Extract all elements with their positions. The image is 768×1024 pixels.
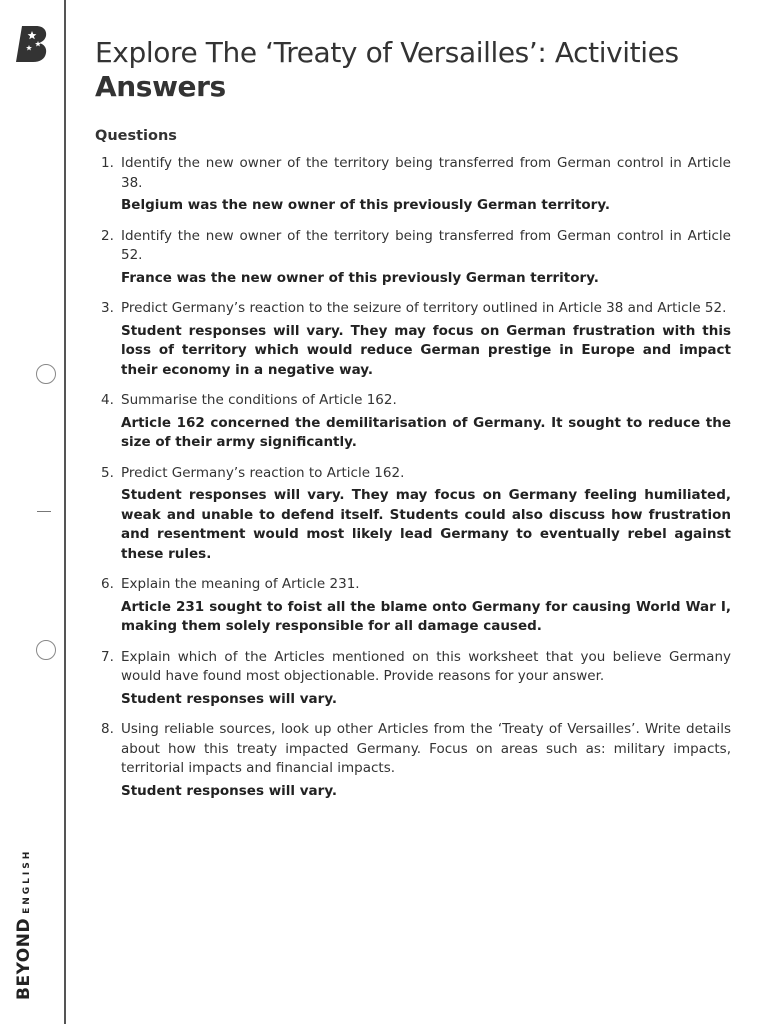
beyond-b-logo-icon bbox=[16, 24, 50, 64]
question-list bbox=[95, 154, 731, 801]
question-text: Identify the new owner of the territory being transferred from German control in Article 38. bbox=[121, 155, 731, 191]
question-text: Explain which of the Articles mentioned on this worksheet that you believe Germany would have found most objectionable. Provide reasons for your answer. bbox=[121, 648, 731, 684]
brand-wordmark bbox=[14, 849, 34, 1000]
answer-text: Student responses will vary. They may focus on German frustration with this loss of territory which would reduce German prestige in Europe and impact their economy in a negative way. bbox=[121, 322, 731, 378]
question-item bbox=[95, 464, 731, 565]
question-number: 4. bbox=[101, 392, 114, 408]
question-text: Summarise the conditions of Article 162. bbox=[121, 392, 397, 408]
question-number: 2. bbox=[101, 227, 114, 244]
answer-text: Article 162 concerned the demilitarisation of Germany. It sought to reduce the size of their army significantly. bbox=[121, 414, 731, 450]
question-number: 3. bbox=[101, 300, 114, 316]
question-item bbox=[95, 227, 731, 289]
question-number: 1. bbox=[101, 155, 114, 171]
question-text: Predict Germany’s reaction to the seizure of territory outlined in Article 38 and Article 52. bbox=[121, 300, 727, 316]
binder-hole bbox=[36, 364, 56, 384]
question-text: Identify the new owner of the territory being transferred from German control in Article 52. bbox=[121, 227, 731, 263]
question-number: 5. bbox=[101, 464, 114, 481]
answer-text: Student responses will vary. bbox=[121, 782, 338, 799]
question-item bbox=[95, 391, 731, 453]
question-item bbox=[95, 575, 731, 637]
brand-name-sub: ENGLISH bbox=[22, 848, 32, 914]
question-number: 7. bbox=[101, 648, 114, 665]
question-text: Explain the meaning of Article 231. bbox=[121, 576, 360, 592]
question-number: 6. bbox=[101, 576, 114, 592]
question-text: Predict Germany’s reaction to Article 162. bbox=[121, 464, 405, 481]
question-item bbox=[95, 648, 731, 710]
question-item bbox=[95, 154, 731, 216]
question-text: Using reliable sources, look up other Articles from the ‘Treaty of Versailles’. Write details about how this treaty impacted Germany. Focus on areas such as: military impacts, territorial impacts and financial impacts. bbox=[121, 721, 731, 776]
answer-text: Student responses will vary. bbox=[121, 690, 338, 707]
question-number: 8. bbox=[101, 721, 114, 737]
margin-line bbox=[64, 0, 66, 1024]
answer-text: France was the new owner of this previously German territory. bbox=[121, 269, 599, 286]
answer-text: Belgium was the new owner of this previously German territory. bbox=[121, 197, 611, 213]
answer-text: Article 231 sought to foist all the blame onto Germany for causing World War I, making them solely responsible for all damage caused. bbox=[121, 598, 731, 634]
page-title: Explore The ‘Treaty of Versailles’: Activities bbox=[95, 36, 679, 69]
page-subtitle: Answers bbox=[95, 70, 226, 103]
section-heading: Questions bbox=[95, 128, 177, 144]
brand-name-main: BEYOND bbox=[14, 917, 34, 1000]
binder-hole bbox=[36, 640, 56, 660]
question-item bbox=[95, 720, 731, 801]
question-item bbox=[95, 299, 731, 380]
worksheet-content bbox=[95, 36, 731, 812]
fold-mark bbox=[37, 511, 51, 512]
answer-text: Student responses will vary. They may focus on Germany feeling humiliated, weak and unable to defend itself. Students could also discuss how frustration and resentment would most likely lead Germany to eventually rebel against these rules. bbox=[121, 487, 731, 562]
